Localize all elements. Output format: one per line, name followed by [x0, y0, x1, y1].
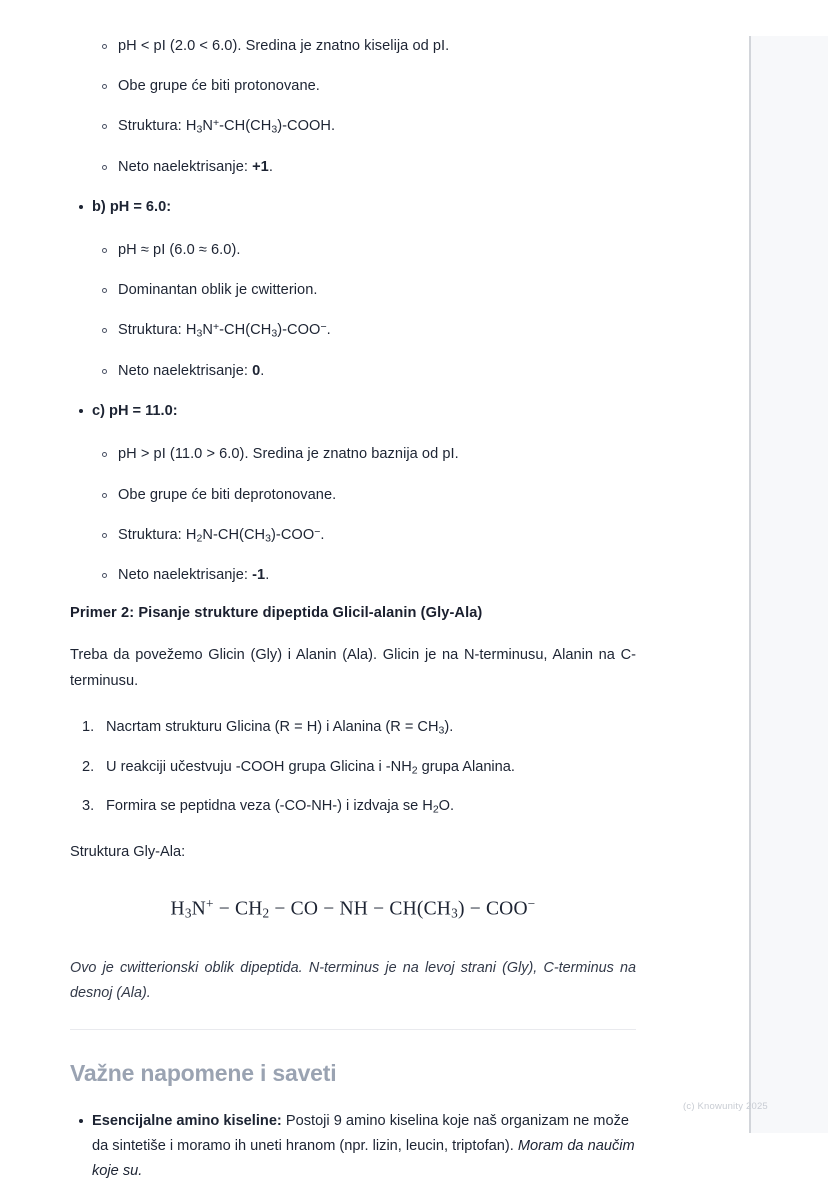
list-item: Formira se peptidna veza (-CO-NH-) i izdvaja se $H_2O$.: [106, 798, 455, 816]
zwitterion-note: Ovo je cwitterionski oblik dipeptida. N-terminus je na levoj strani (Gly), C-terminus na desnoj (Ala).: [70, 959, 636, 1002]
list-item: Struktura: $H_3N^+-CH(CH_3)$-COOH.: [70, 116, 636, 138]
list-item: pH > pI (11.0 > 6.0). Sredina je znatno baznija od pI.: [70, 444, 636, 465]
peptide-structure-formula: $H_3N^+ - CH_2$ − CO − NH − $CH(CH_3) - COO^-$: [170, 895, 536, 921]
charge-value: +1: [252, 158, 269, 175]
right-side-rail: [749, 36, 828, 1133]
case-c-heading: c) pH = 11.0:: [70, 401, 636, 422]
case-b-sublist: [70, 240, 636, 382]
primer-2-steps: [70, 717, 636, 818]
list-item: Dominantan oblik je cwitterion.: [70, 280, 636, 301]
watermark: (c) Knowunity 2025: [683, 1101, 768, 1112]
charge-label: Neto naelektrisanje:: [118, 158, 248, 175]
case-a-sublist: [70, 36, 636, 178]
list-item: [70, 1109, 636, 1184]
list-item: pH < pI (2.0 < 6.0). Sredina je znatno kiselija od pI.: [70, 36, 636, 57]
tips-list: [70, 1109, 636, 1184]
tip-text: Postoji 9 amino kiselina koje naš organizam ne može da sintetiše i moramo ih uneti hranom (npr. lizin, leucin, triptofan).: [92, 1112, 629, 1154]
tip-term: Esencijalne amino kiseline:: [92, 1112, 282, 1129]
list-item: Struktura: $H_3N^+-CH(CH_3)-COO^-$.: [70, 320, 636, 342]
charge-label: Neto naelektrisanje:: [118, 567, 248, 584]
charge-value: 0: [252, 363, 261, 380]
list-item-net-charge: Neto naelektrisanje: +1.: [70, 157, 636, 178]
charge-label: Neto naelektrisanje:: [118, 363, 248, 380]
tip-note: Moram da naučim koje su.: [92, 1137, 635, 1180]
list-item: Struktura: $H_2N-CH(CH_3)-COO^-$.: [70, 525, 636, 547]
list-item-net-charge: Neto naelektrisanje: 0.: [70, 361, 636, 382]
list-item: U reakciji učestvuju -COOH grupa Glicina i $-NH_2$ grupa Alanina.: [106, 758, 515, 777]
case-b-heading: b) pH = 6.0:: [70, 197, 636, 218]
list-item: Nacrtam strukturu Glicina (R = H) i Alanina $(R = CH_3)$.: [106, 719, 454, 737]
case-c-sublist: [70, 444, 636, 586]
case-b-heading-list: [70, 197, 636, 218]
tips-section-heading: Važne napomene i saveti: [70, 1059, 337, 1086]
primer-2-intro: Treba da povežemo Glicin (Gly) i Alanin (Ala). Glicin je na N-terminusu, Alanin na C-terminusu.: [70, 647, 636, 690]
list-item-net-charge: Neto naelektrisanje: -1.: [70, 565, 636, 586]
section-divider: [70, 1029, 636, 1030]
list-item: Obe grupe će biti deprotonovane.: [70, 485, 636, 506]
primer-2-heading: Primer 2: Pisanje strukture dipeptida Glicil-alanin (Gly-Ala): [70, 605, 483, 622]
case-c-heading-list: [70, 401, 636, 422]
list-item: pH ≈ pI (6.0 ≈ 6.0).: [70, 240, 636, 261]
list-item: Obe grupe će biti protonovane.: [70, 76, 636, 97]
charge-value: -1: [252, 567, 266, 584]
structure-label: Struktura Gly-Ala:: [70, 843, 186, 860]
